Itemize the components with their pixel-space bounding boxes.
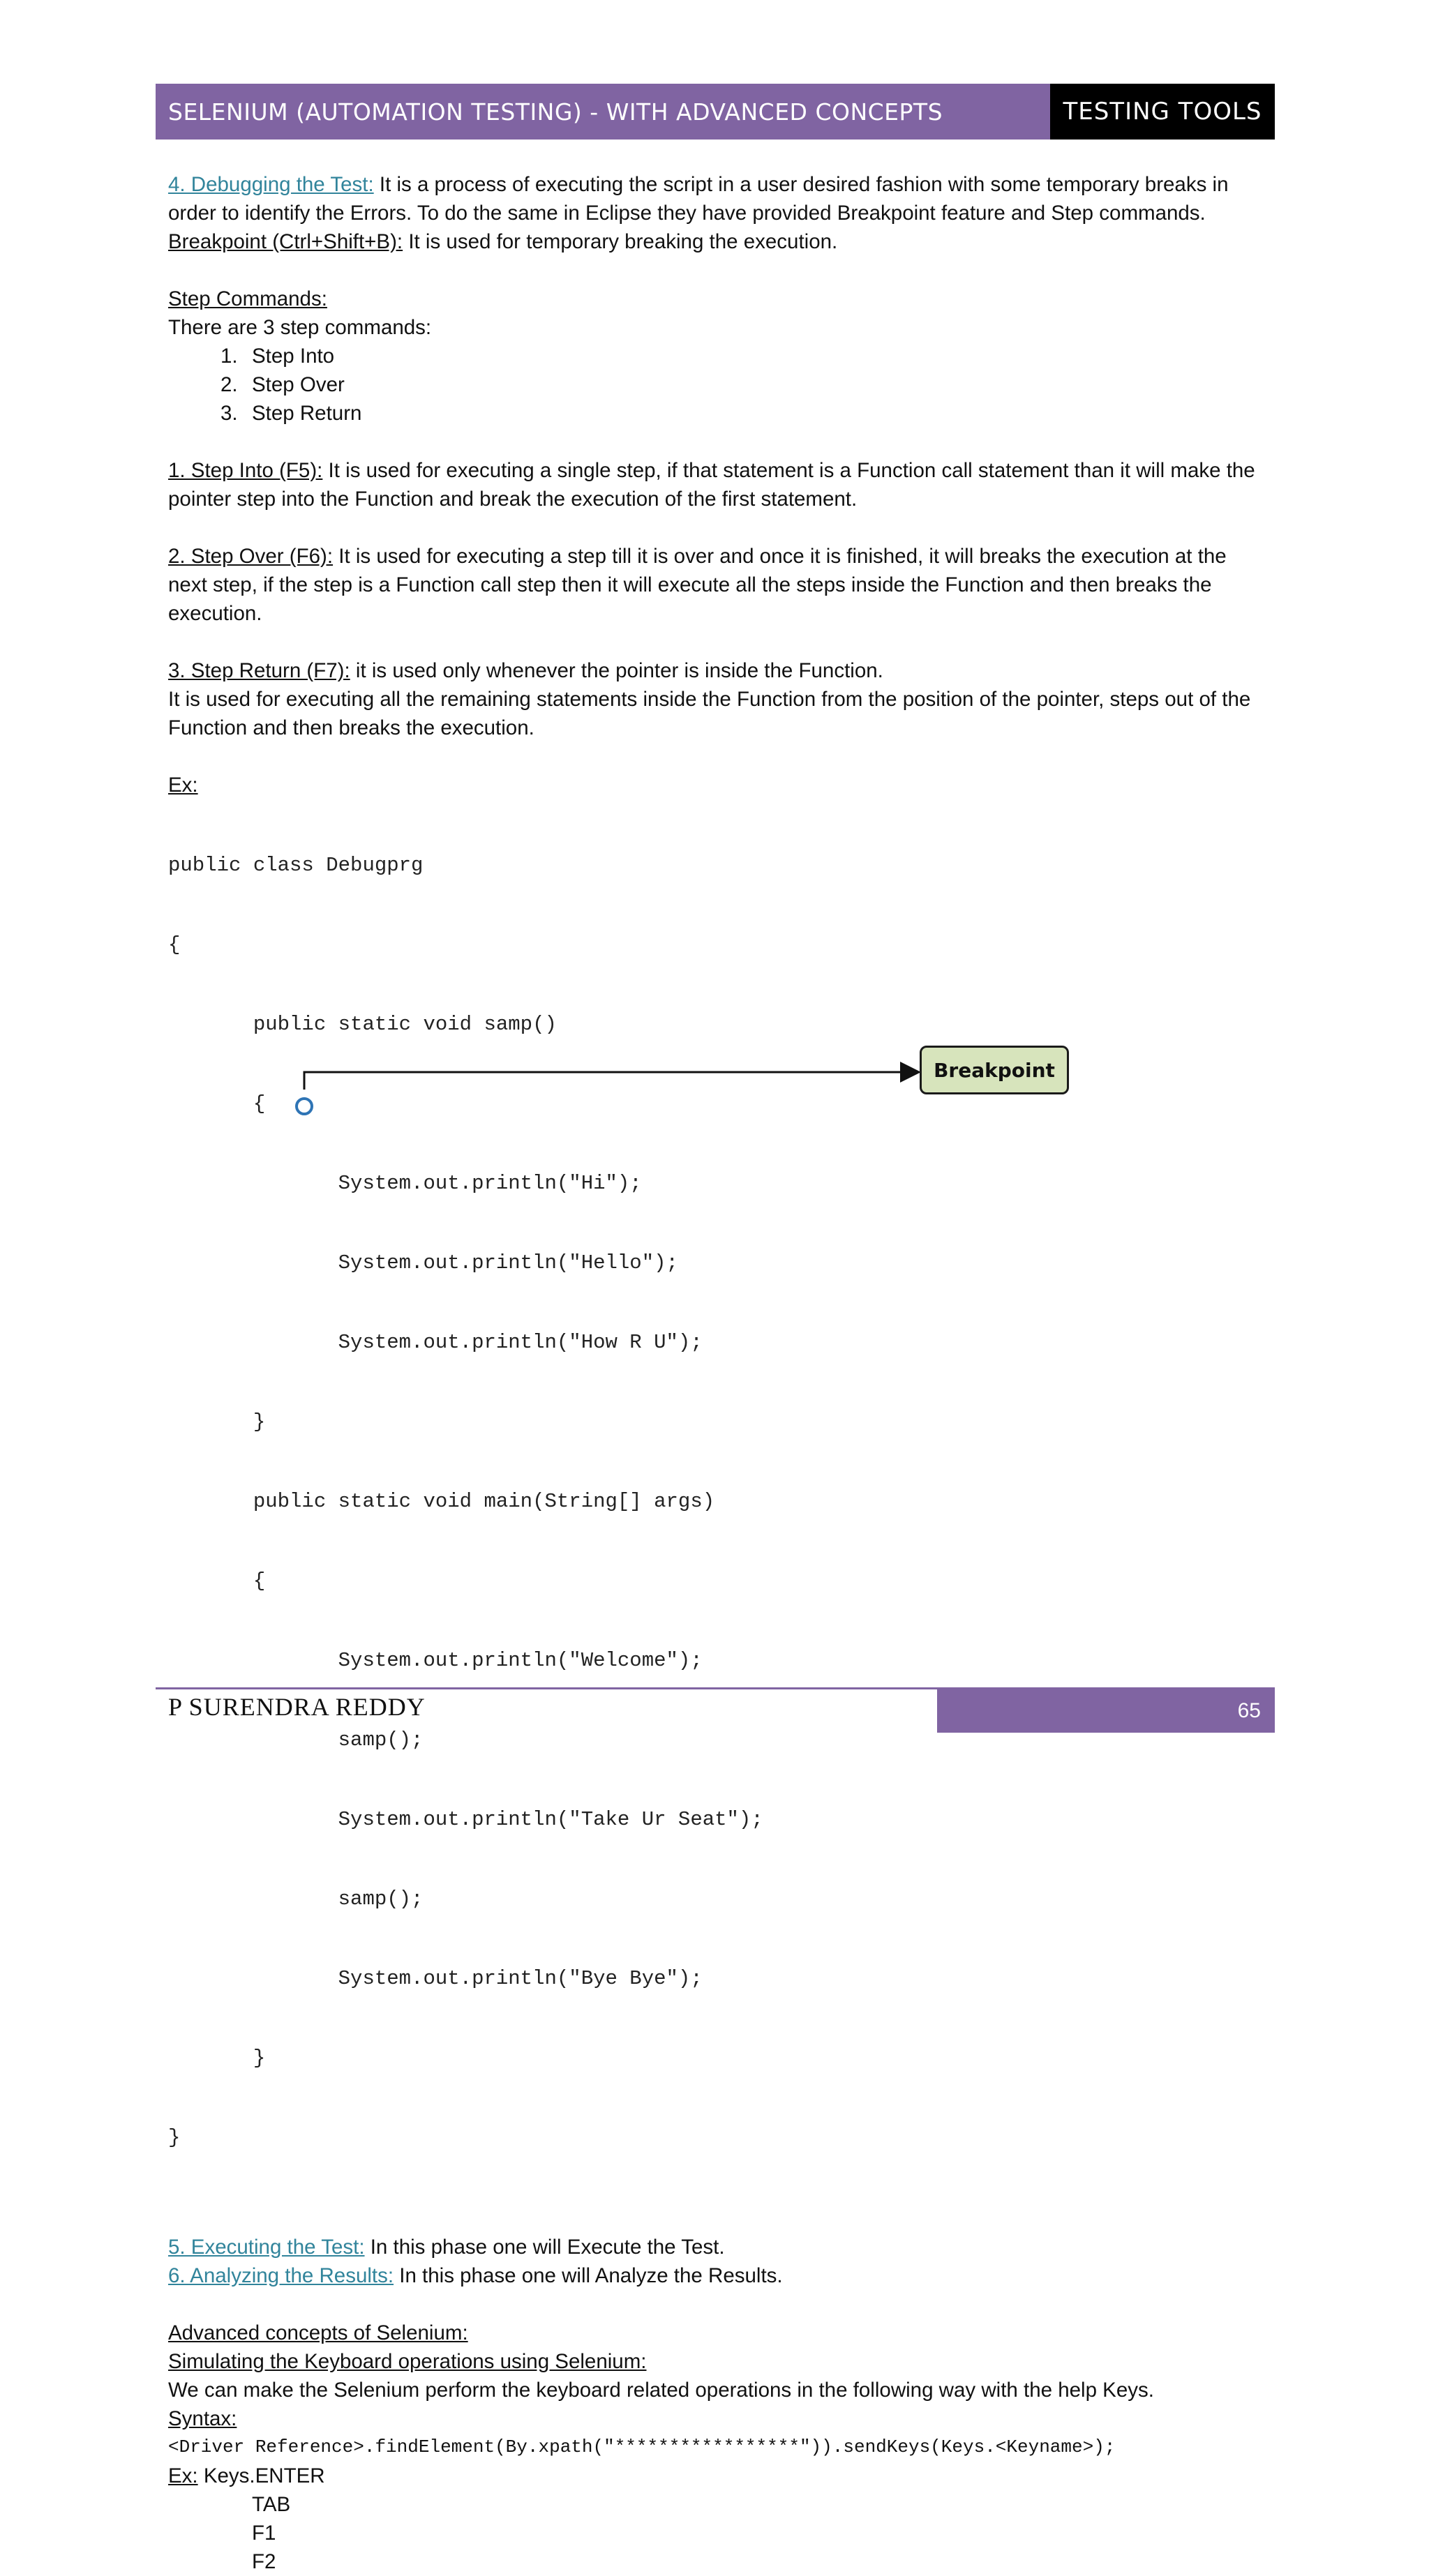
breakpoint-paragraph <box>168 227 1264 256</box>
step-over-paragraph: 2. Step Over (F6): It is used for executing a step till it is over and once it is finished, it will breaks the execution at the next step, if the step is a Function call step then it will execute all the steps inside the Function and then breaks the execution. <box>168 545 1227 625</box>
step-commands-list <box>168 342 1264 428</box>
breakpoint-callout: Breakpoint <box>920 1046 1069 1094</box>
code-line: System.out.println("Take Ur Seat"); <box>168 1808 763 1831</box>
step-commands-intro: There are 3 step commands: <box>168 316 432 339</box>
debugging-text: It is a process of executing the script in a user desired fashion with some temporary breaks in order to identify the Errors. To do the same in Eclipse they have provided Breakpoint feature and Step commands. <box>168 173 1229 225</box>
list-item: F1 <box>252 2522 276 2545</box>
syntax-label: Syntax: <box>168 2407 237 2430</box>
list-item: TAB <box>252 2493 291 2516</box>
code-line: System.out.println("Welcome"); <box>168 1649 703 1672</box>
step-return-paragraph: 3. Step Return (F7): it is used only whenever the pointer is inside the Function. <box>168 659 883 682</box>
syntax-code: <Driver Reference>.findElement(By.xpath("*****************")).sendKeys(Keys.<Keyname>); <box>168 2436 1116 2457</box>
step-commands-heading: Step Commands: <box>168 287 327 310</box>
code-line: public static void samp() <box>168 1013 557 1036</box>
code-line: samp(); <box>168 1728 424 1752</box>
advanced-subheading: Simulating the Keyboard operations using Selenium: <box>168 2350 647 2373</box>
list-item: 3. Step Return <box>220 402 362 425</box>
analyzing-paragraph: 6. Analyzing the Results: In this phase one will Analyze the Results. <box>168 2264 783 2287</box>
step-return-paragraph-2: It is used for executing all the remaining statements inside the Function from the position of the pointer, steps out of the Function and then breaks the execution. <box>168 688 1251 739</box>
code-line: { <box>168 933 181 956</box>
code-line: public class Debugprg <box>168 854 424 877</box>
code-line: System.out.println("How R U"); <box>168 1331 703 1354</box>
header-tag: TESTING TOOLS <box>1050 84 1275 140</box>
debugging-link[interactable]: 4. Debugging the Test: <box>168 173 374 196</box>
list-item: 2. Step Over <box>220 373 345 396</box>
code-line: public static void main(String[] args) <box>168 1490 715 1513</box>
list-item: F2 <box>252 2550 276 2573</box>
step-over-label: 2. Step Over (F6): <box>168 545 334 568</box>
code-line: System.out.println("Bye Bye"); <box>168 1967 703 1990</box>
analyzing-link[interactable]: 6. Analyzing the Results: <box>168 2264 394 2287</box>
footer-author: P SURENDRA REDDY <box>168 1693 426 1721</box>
key-list <box>168 2490 1264 2576</box>
debugging-paragraph <box>168 170 1264 227</box>
code-line: samp(); <box>168 1888 424 1911</box>
executing-link[interactable]: 5. Executing the Test: <box>168 2236 365 2259</box>
example-label: Ex: <box>168 774 198 797</box>
code-line: } <box>168 2047 266 2070</box>
code-line: System.out.println("Hi"); <box>168 1172 642 1195</box>
advanced-heading: Advanced concepts of Selenium: <box>168 2321 468 2344</box>
page-header <box>156 84 1275 140</box>
header-title: SELENIUM (AUTOMATION TESTING) - WITH ADVANCED CONCEPTS <box>156 84 1050 140</box>
breakpoint-text: It is used for temporary breaking the execution. <box>403 230 838 253</box>
code-line: } <box>168 2126 181 2149</box>
code-line: { <box>168 1092 266 1115</box>
keys-example: Ex: Keys.ENTER <box>168 2464 325 2487</box>
breakpoint-label: Breakpoint (Ctrl+Shift+B): <box>168 230 403 253</box>
advanced-text: We can make the Selenium perform the keyboard related operations in the following way with the help Keys. <box>168 2379 1154 2402</box>
code-line: } <box>168 1410 266 1433</box>
code-example <box>168 799 1264 2204</box>
executing-paragraph: 5. Executing the Test: In this phase one will Execute the Test. <box>168 2236 725 2259</box>
step-into-label: 1. Step Into (F5): <box>168 459 323 482</box>
step-into-paragraph: 1. Step Into (F5): It is used for executing a single step, if that statement is a Function call statement than it will make the pointer step into the Function and break the execution of the first statement. <box>168 459 1255 511</box>
page-number: 65 <box>937 1689 1275 1733</box>
code-line: System.out.println("Hello"); <box>168 1251 678 1274</box>
step-return-label: 3. Step Return (F7): <box>168 659 350 682</box>
page-content <box>168 170 1264 2576</box>
code-line: { <box>168 1569 266 1592</box>
list-item: 1. Step Into <box>220 345 335 368</box>
